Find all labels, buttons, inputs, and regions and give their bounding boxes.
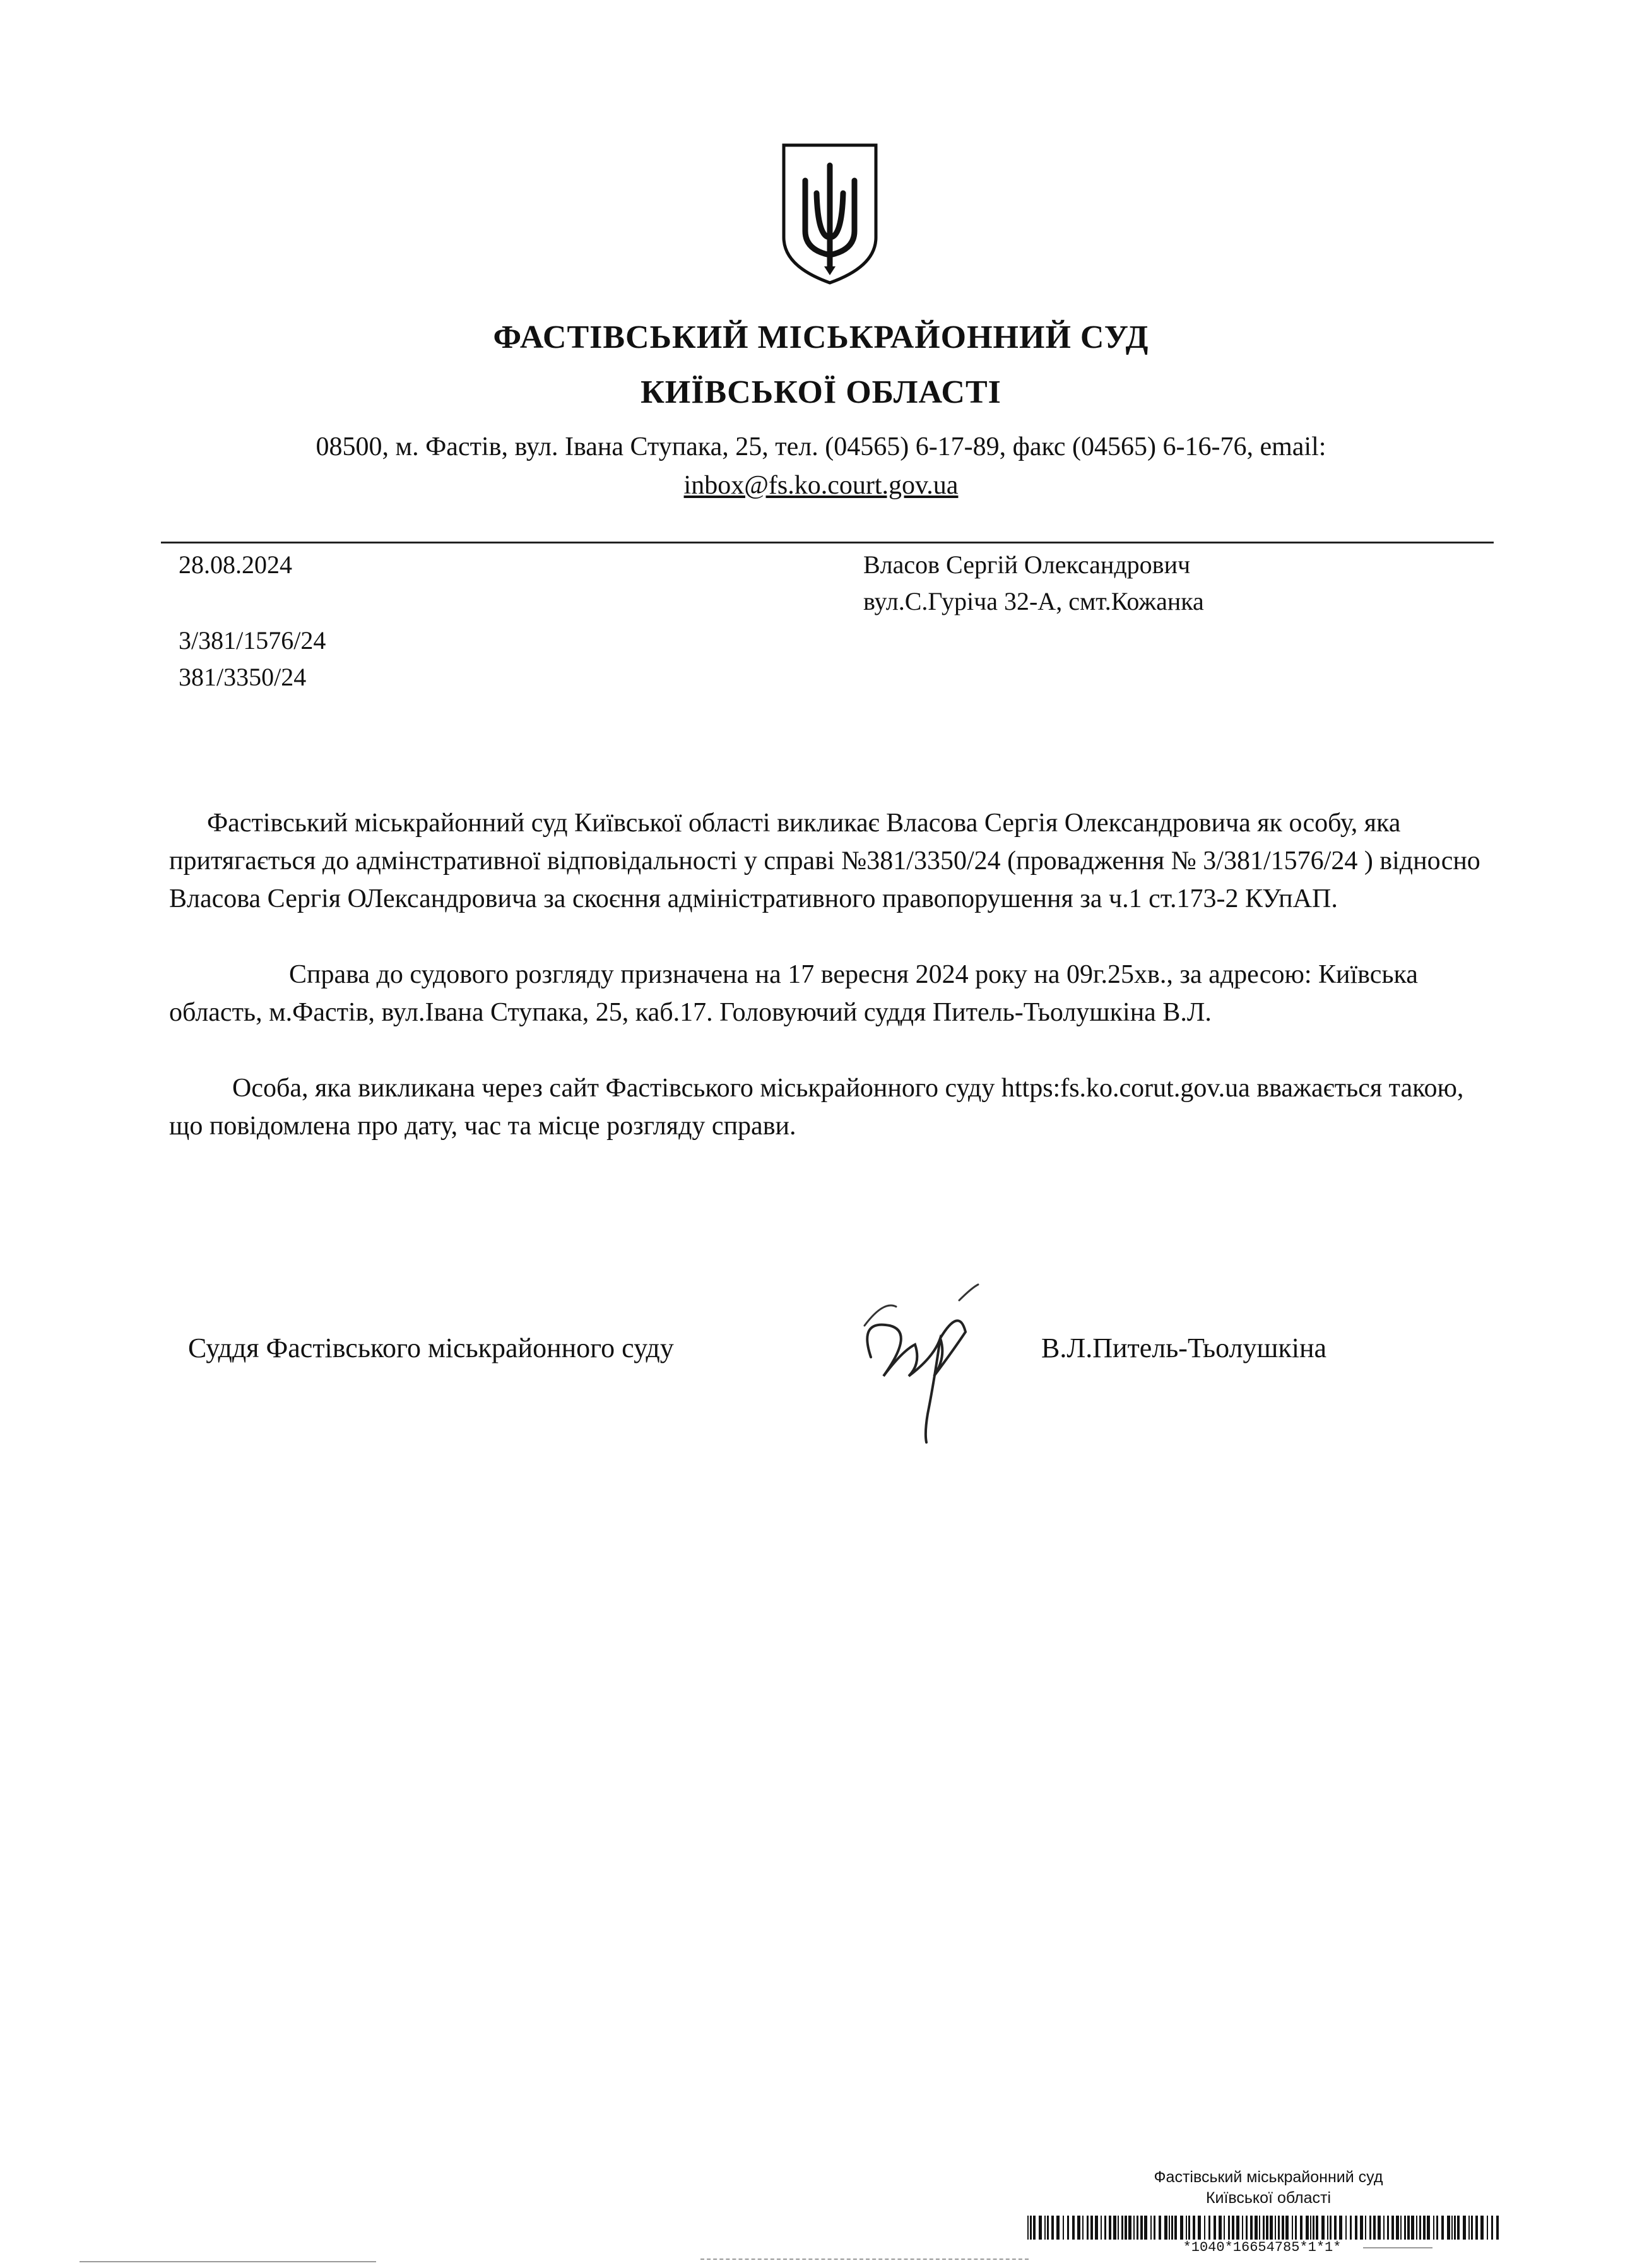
- barcode-bar: [1387, 2216, 1389, 2240]
- barcode-bar: [1027, 2216, 1029, 2240]
- barcode-bar: [1128, 2216, 1131, 2240]
- barcode-bar: [1321, 2216, 1325, 2240]
- barcode-bar: [1095, 2216, 1098, 2240]
- barcode-bar: [1140, 2216, 1143, 2240]
- barcode-bar: [1365, 2216, 1366, 2240]
- barcode-bar: [1345, 2216, 1347, 2240]
- barcode-bar: [1113, 2216, 1116, 2240]
- barcode-bar: [1396, 2216, 1399, 2240]
- barcode-bar: [1300, 2216, 1302, 2240]
- barcode-bar: [1232, 2216, 1234, 2240]
- barcode-bar: [1454, 2216, 1456, 2240]
- barcode-bar: [1416, 2216, 1417, 2240]
- scan-line: [700, 2259, 1029, 2260]
- barcode-bar: [1259, 2216, 1260, 2240]
- barcode-bar: [1295, 2216, 1297, 2240]
- barcode-bar: [1436, 2216, 1438, 2240]
- barcode-bar: [1174, 2216, 1177, 2240]
- barcode-bar: [1480, 2216, 1484, 2240]
- barcode-bar: [1090, 2216, 1093, 2240]
- barcode-bar: [1427, 2216, 1430, 2240]
- barcode-bar: [1350, 2216, 1352, 2240]
- barcode-bar: [1030, 2216, 1032, 2240]
- barcode-bar: [1423, 2216, 1426, 2240]
- barcode-bar: [1039, 2216, 1042, 2240]
- court-region: КИЇВСЬКОЇ ОБЛАСТІ: [641, 374, 1001, 410]
- document-date: 28.08.2024: [179, 550, 292, 579]
- recipient-name: Власов Сергій Олександрович: [863, 550, 1191, 579]
- barcode-bar: [1404, 2216, 1406, 2240]
- barcode-bar: [1491, 2216, 1493, 2240]
- barcode-bar: [1072, 2216, 1075, 2240]
- barcode-bar: [1355, 2216, 1357, 2240]
- barcode-bar: [1104, 2216, 1106, 2240]
- barcode-bar: [1487, 2216, 1488, 2240]
- barcode-bar: [1373, 2216, 1376, 2240]
- barcode-bar: [1433, 2216, 1434, 2240]
- barcode-bar: [1400, 2216, 1402, 2240]
- barcode-bar: [1171, 2216, 1173, 2240]
- stamp-court-name: Фастівський міськрайонний суд: [1154, 2168, 1383, 2186]
- barcode-bar: [1419, 2216, 1421, 2240]
- barcode-bar: [1224, 2216, 1225, 2240]
- barcode-bar: [1391, 2216, 1394, 2240]
- barcode-bar: [1214, 2216, 1216, 2240]
- barcode-bar: [1121, 2216, 1123, 2240]
- barcode-bar: [1137, 2216, 1138, 2240]
- barcode-bar: [1144, 2216, 1147, 2240]
- barcode-bar: [1451, 2216, 1453, 2240]
- barcode-bar: [1186, 2216, 1187, 2240]
- barcode-bar: [1471, 2216, 1473, 2240]
- barcode-bar: [1033, 2216, 1036, 2240]
- barcode-bar: [1082, 2216, 1084, 2240]
- handwritten-signature: [846, 1281, 997, 1446]
- barcode-bar: [1109, 2216, 1111, 2240]
- barcode-bar: [1327, 2216, 1328, 2240]
- barcode-bar: [1310, 2216, 1311, 2240]
- barcode-bar: [1164, 2216, 1167, 2240]
- paragraph-notice: Особа, яка викликана через сайт Фастівського міськрайонного суду https:fs.ko.corut.gov.ua вважається такою, що повідомлена про дату, час та місце розгляду справи.: [169, 1074, 1464, 1141]
- barcode-bar: [1369, 2216, 1371, 2240]
- barcode-bar: [1457, 2216, 1460, 2240]
- barcode-bar: [1285, 2216, 1289, 2240]
- paragraph-hearing: Справа до судового розгляду призначена на 17 вересня 2024 року на 09г.25хв., за адресою: Київська область, м.Фастів, вул.Івана Ступака, 25, каб.17. Головуючий суддя Питель-Тьолушкіна В.Л.: [169, 960, 1418, 1027]
- barcode-bar: [1067, 2216, 1069, 2240]
- barcode-bar: [1255, 2216, 1258, 2240]
- barcode-bar: [1339, 2216, 1342, 2240]
- case-number: 381/3350/24: [179, 663, 307, 691]
- barcode-bar: [1270, 2216, 1273, 2240]
- barcode-bar: [1193, 2216, 1195, 2240]
- barcode-bar: [1118, 2216, 1119, 2240]
- barcode-bar: [1044, 2216, 1046, 2240]
- barcode-bar: [1411, 2216, 1414, 2240]
- barcode-bar: [1306, 2216, 1309, 2240]
- barcode-bar: [1056, 2216, 1060, 2240]
- barcode-bar: [1077, 2216, 1080, 2240]
- barcode-bar: [1047, 2216, 1049, 2240]
- barcode-bar: [1154, 2216, 1155, 2240]
- barcode-bar: [1198, 2216, 1201, 2240]
- barcode-bar: [1101, 2216, 1102, 2240]
- barcode-bar: [1334, 2216, 1337, 2240]
- paragraph-summons: Фастівський міськрайонний суд Київської області викликає Власова Сергія Олександровича як особу, яка притягається до адмінстративної відповідальності у справі №381/3350/24 (провадження № 3/381/1576/24 ) відносно Власова Сергія ОЛександровича за скоєння адміністративного правопорушення за ч.1 ст.173-2 КУпАП.: [169, 809, 1480, 913]
- court-email-link[interactable]: inbox@fs.ko.court.gov.ua: [683, 471, 959, 500]
- barcode-bar: [1204, 2216, 1205, 2240]
- barcode-bar: [1087, 2216, 1089, 2240]
- barcode-bar: [1133, 2216, 1135, 2240]
- barcode-bar: [1125, 2216, 1127, 2240]
- barcode-bar: [1188, 2216, 1190, 2240]
- barcode-bar: [1228, 2216, 1230, 2240]
- barcode-bar: [1496, 2216, 1499, 2240]
- barcode-bar: [1169, 2216, 1170, 2240]
- barcode-bar: [1360, 2216, 1363, 2240]
- barcode-bar: [1407, 2216, 1410, 2240]
- barcode-bar: [1475, 2216, 1478, 2240]
- barcode-bar: [1330, 2216, 1332, 2240]
- barcode-bar: [1378, 2216, 1381, 2240]
- barcode-bar: [1278, 2216, 1280, 2240]
- barcode-bar: [1292, 2216, 1293, 2240]
- barcode-bar: [1208, 2216, 1210, 2240]
- barcode-bar: [1313, 2216, 1314, 2240]
- signature-position: Суддя Фастівського міськрайонного суду: [188, 1333, 674, 1363]
- recipient-address: вул.С.Гуріча 32-А, смт.Кожанка: [863, 587, 1204, 615]
- barcode-bar: [1242, 2216, 1243, 2240]
- court-address: 08500, м. Фастів, вул. Івана Ступака, 25, тел. (04565) 6-17-89, факс (04565) 6-16-76, email:: [316, 432, 1326, 461]
- barcode-bar: [1051, 2216, 1054, 2240]
- barcode-bar: [1180, 2216, 1183, 2240]
- barcode-bar: [1266, 2216, 1268, 2240]
- barcode-bar: [1250, 2216, 1253, 2240]
- barcode-bar: [1316, 2216, 1318, 2240]
- barcode-bar: [1263, 2216, 1265, 2240]
- coat-of-arms-icon: [780, 143, 880, 285]
- barcode-bar: [1463, 2216, 1466, 2240]
- scan-line: [1363, 2247, 1432, 2248]
- header-divider: [161, 542, 1494, 543]
- barcode-bar: [1219, 2216, 1222, 2240]
- barcode-bar: [1468, 2216, 1470, 2240]
- scan-line: [80, 2261, 376, 2262]
- barcode-bar: [1063, 2216, 1064, 2240]
- barcode-bar: [1150, 2216, 1152, 2240]
- signer-name: В.Л.Питель-Тьолушкіна: [1041, 1333, 1327, 1363]
- barcode: [1027, 2216, 1501, 2240]
- barcode-bar: [1441, 2216, 1444, 2240]
- barcode-bar: [1447, 2216, 1450, 2240]
- stamp-region: Київської області: [1205, 2189, 1332, 2207]
- court-name: ФАСТІВСЬКИЙ МІСЬКРАЙОННИЙ СУД: [493, 319, 1149, 355]
- barcode-bar: [1236, 2216, 1239, 2240]
- barcode-bar: [1383, 2216, 1385, 2240]
- barcode-number: *1040*16654785*1*1*: [1183, 2240, 1342, 2255]
- barcode-bar: [1275, 2216, 1276, 2240]
- barcode-bar: [1159, 2216, 1161, 2240]
- barcode-bar: [1282, 2216, 1284, 2240]
- barcode-bar: [1246, 2216, 1248, 2240]
- reference-number: 3/381/1576/24: [179, 626, 326, 655]
